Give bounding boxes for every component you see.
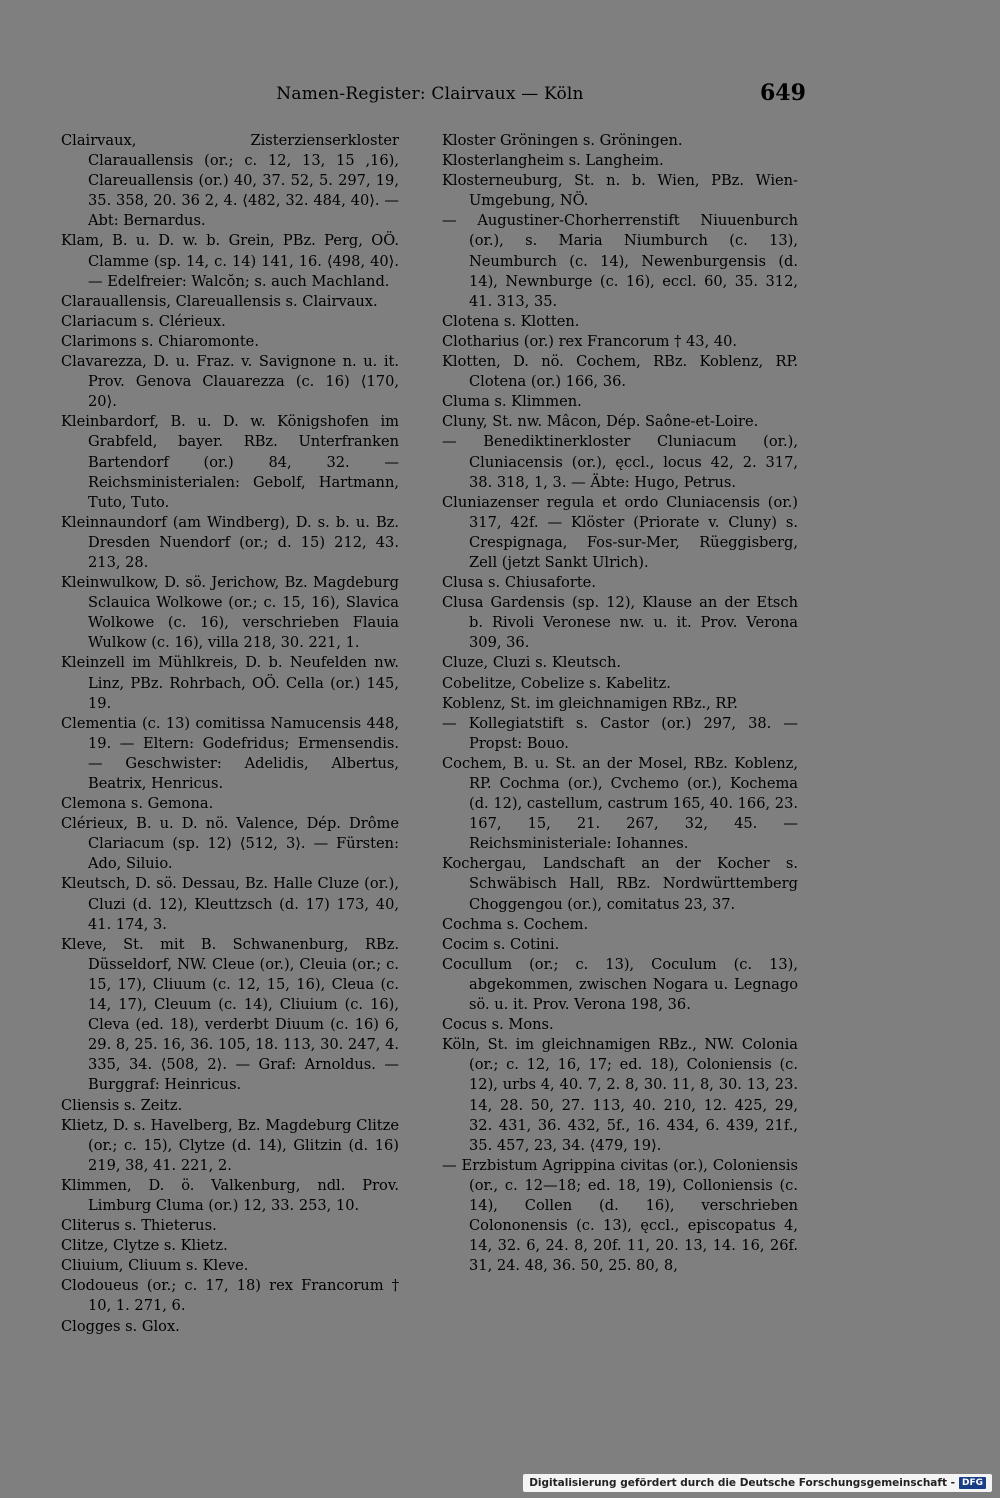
running-header: Namen-Register: Clairvaux — Köln [276,84,584,104]
index-entry: Klimmen, D. ö. Valkenburg, ndl. Prov. Limburg Cluma (or.) 12, 33. 253, 10. [61,1176,399,1214]
index-entry: Kleinnaundorf (am Windberg), D. s. b. u. Bz. Dresden Nuendorf (or.; d. 15) 212, 43. 213, 28. [61,513,399,571]
index-entry: Cluma s. Klimmen. [442,393,582,411]
index-entry: Cocullum (or.; c. 13), Coculum (c. 13), abgekommen, zwischen Nogara u. Legnago sö. u. it. Prov. Verona 198, 36. [442,955,798,1014]
index-entry: Clodoueus (or.; c. 17, 18) rex Francorum † 10, 1. 271, 6. [61,1277,399,1315]
funding-footer [523,1474,992,1492]
index-entry: Köln, St. im gleichnamigen RBz., NW. Colonia (or.; c. 12, 16, 17; ed. 18), Coloniensis (c. 12), urbs 4, 40. 7, 2. 8, 30. 11, 8, 30. 13, 23. 14, 28. 50, 27. 113, 40. 210, 12. 425, 29, 32. 431, 36. 432, 5f., 16. 434, 6. 439, 21f., 35. 457, 23, 34. ⟨479, 19⟩. [442,1036,798,1154]
index-entry: Clemona s. Gemona. [61,795,214,813]
index-entry: — Kollegiatstift s. Castor (or.) 297, 38. — Propst: Bouo. [442,714,798,752]
index-entry: Kloster Gröningen s. Gröningen. [442,132,683,149]
index-entry: Clogges s. Glox. [61,1317,180,1335]
index-entry: Cochma s. Cochem. [442,915,589,933]
index-entry: Kleinzell im Mühlkreis, D. b. Neufelden nw. Linz, PBz. Rohrbach, OÖ. Cella (or.) 145, 19. [61,654,399,712]
index-entry: Kochergau, Landschaft an der Kocher s. Schwäbisch Hall, RBz. Nordwürttemberg Choggengou (or.), comitatus 23, 37. [442,855,798,913]
index-entry: Cliuium, Cliuum s. Kleve. [61,1257,249,1275]
index-entry: Clérieux, B. u. D. nö. Valence, Dép. Drôme Clariacum (sp. 12) ⟨512, 3⟩. — Fürsten: Ado, Siluio. [61,815,399,873]
index-entry: Clementia (c. 13) comitissa Namucensis 448, 19. — Eltern: Godefridus; Ermensendis. — Geschwister: Adelidis, Albertus, Beatrix, Henricus. [61,714,399,792]
index-entry: Klotten, D. nö. Cochem, RBz. Koblenz, RP. Clotena (or.) 166, 36. [442,353,798,391]
index-entry: Clairvaux, Zisterzienserkloster Clarauallensis (or.; c. 12, 13, 15 ,16), Clareuallensis (or.) 40, 37. 52, 5. 297, 19, 35. 358, 20. 36 2, 4. ⟨482, 32. 484, 40⟩. — Abt: Bernardus. [61,132,399,230]
index-entry: Clarimons s. Chiaromonte. [61,332,259,350]
index-entry: Cobelitze, Cobelize s. Kabelitz. [442,674,671,692]
index-entry: Cocim s. Cotini. [442,935,560,953]
index-entry: Klosterlangheim s. Langheim. [442,152,664,170]
index-entry: Klosterneuburg, St. n. b. Wien, PBz. Wien-Umgebung, NÖ. [442,172,798,210]
page-number: 649 [760,80,806,106]
index-entry: Cluniazenser regula et ordo Cluniacensis (or.) 317, 42f. — Klöster (Priorate v. Cluny) s. Crespignaga, Fos-sur-Mer, Rüeggisberg, Zell (jetzt Sankt Ulrich). [442,493,798,571]
index-entry: Clariacum s. Clérieux. [61,312,226,330]
index-entry: Kleinwulkow, D. sö. Jerichow, Bz. Magdeburg Sclauica Wolkowe (or.; c. 15, 16), Slavica Wolkowe (c. 16), verschrieben Flauia Wulkow (c. 16), villa 218, 30. 221, 1. [61,574,399,652]
index-entry: Cluny, St. nw. Mâcon, Dép. Saône-et-Loire. [442,413,759,431]
index-entry: Cluze, Cluzi s. Kleutsch. [442,654,622,672]
index-entry: Clotena s. Klotten. [442,312,580,330]
index-entry: Cochem, B. u. St. an der Mosel, RBz. Koblenz, RP. Cochma (or.), Cvchemo (or.), Kochema (d. 12), castellum, castrum 165, 40. 166, 23. 167, 15, 21. 267, 32, 45. — Reichsministeriale: Iohannes. [442,754,798,853]
index-entry: — Augustiner-Chorherrenstift Niuuenburch (or.), s. Maria Niumburch (c. 13), Neumburch (c. 14), Newenburgensis (d. 14), Newnburge (c. 16), eccl. 60, 35. 312, 41. 313, 35. [442,212,798,310]
index-entry: Clusa s. Chiusaforte. [442,574,596,592]
index-entry: Cliensis s. Zeitz. [61,1096,183,1114]
index-entry: Clavarezza, D. u. Fraz. v. Savignone n. u. it. Prov. Genova Clauarezza (c. 16) ⟨170, 20⟩. [61,353,399,411]
index-entry: — Benediktinerkloster Cluniacum (or.), Cluniacensis (or.), ęccl., locus 42, 2. 317, 38. 318, 1, 3. — Äbte: Hugo, Petrus. [442,433,798,491]
index-entry: Clusa Gardensis (sp. 12), Klause an der Etsch b. Rivoli Veronese nw. u. it. Prov. Verona 309, 36. [442,594,798,652]
index-entry: Klam, B. u. D. w. b. Grein, PBz. Perg, OÖ. Clamme (sp. 14, c. 14) 141, 16. ⟨498, 40⟩. — Edelfreier: Walcŏn; s. auch Machland. [61,232,399,290]
index-entry: Clitze, Clytze s. Klietz. [61,1237,228,1255]
index-entry: Kleutsch, D. sö. Dessau, Bz. Halle Cluze (or.), Cluzi (d. 12), Kleuttzsch (d. 17) 173, 40, 41. 174, 3. [61,875,399,933]
footer-text: Digitalisierung gefördert durch die Deutsche Forschungsgemeinschaft - [529,1477,955,1489]
right-column [442,131,798,1276]
index-entry: Cliterus s. Thieterus. [61,1217,217,1235]
index-entry: Kleinbardorf, B. u. D. w. Königshofen im Grabfeld, bayer. RBz. Unterfranken Bartendorf (or.) 84, 32. — Reichsministerialen: Gebolf, Hartmann, Tuto, Tuto. [61,413,399,511]
dfg-logo: DFG [959,1477,986,1489]
index-entry: Klietz, D. s. Havelberg, Bz. Magdeburg Clitze (or.; c. 15), Clytze (d. 14), Glitzin (d. 16) 219, 38, 41. 221, 2. [61,1116,399,1174]
index-entry: Clotharius (or.) rex Francorum † 43, 40. [442,332,738,350]
index-entry: Clarauallensis, Clareuallensis s. Clairvaux. [61,292,378,310]
index-entry: Koblenz, St. im gleichnamigen RBz., RP. [442,694,738,712]
index-entry: Cocus s. Mons. [442,1016,554,1034]
left-column [61,131,399,1337]
index-entry: Kleve, St. mit B. Schwanenburg, RBz. Düsseldorf, NW. Cleue (or.), Cleuia (or.; c. 15, 17), Cliuum (c. 12, 15, 16), Cleua (c. 14, 17), Cleuum (c. 14), Cliuium (c. 16), Cleva (ed. 18), verderbt Diuum (c. 16) 6, 29. 8, 25. 16, 36. 105, 18. 113, 30. 247, 4. 335, 34. ⟨508, 2⟩. — Graf: Arnoldus. — Burggraf: Heinricus. [61,935,399,1094]
index-entry: — Erzbistum Agrippina civitas (or.), Coloniensis (or., c. 12—18; ed. 18, 19), Colloniensis (c. 14), Collen (d. 16), verschrieben Colononensis (c. 13), ęccl., episcopatus 4, 14, 32. 6, 24. 8, 20f. 11, 20. 13, 14. 16, 26f. 31, 24. 48, 36. 50, 25. 80, 8, [442,1156,798,1275]
